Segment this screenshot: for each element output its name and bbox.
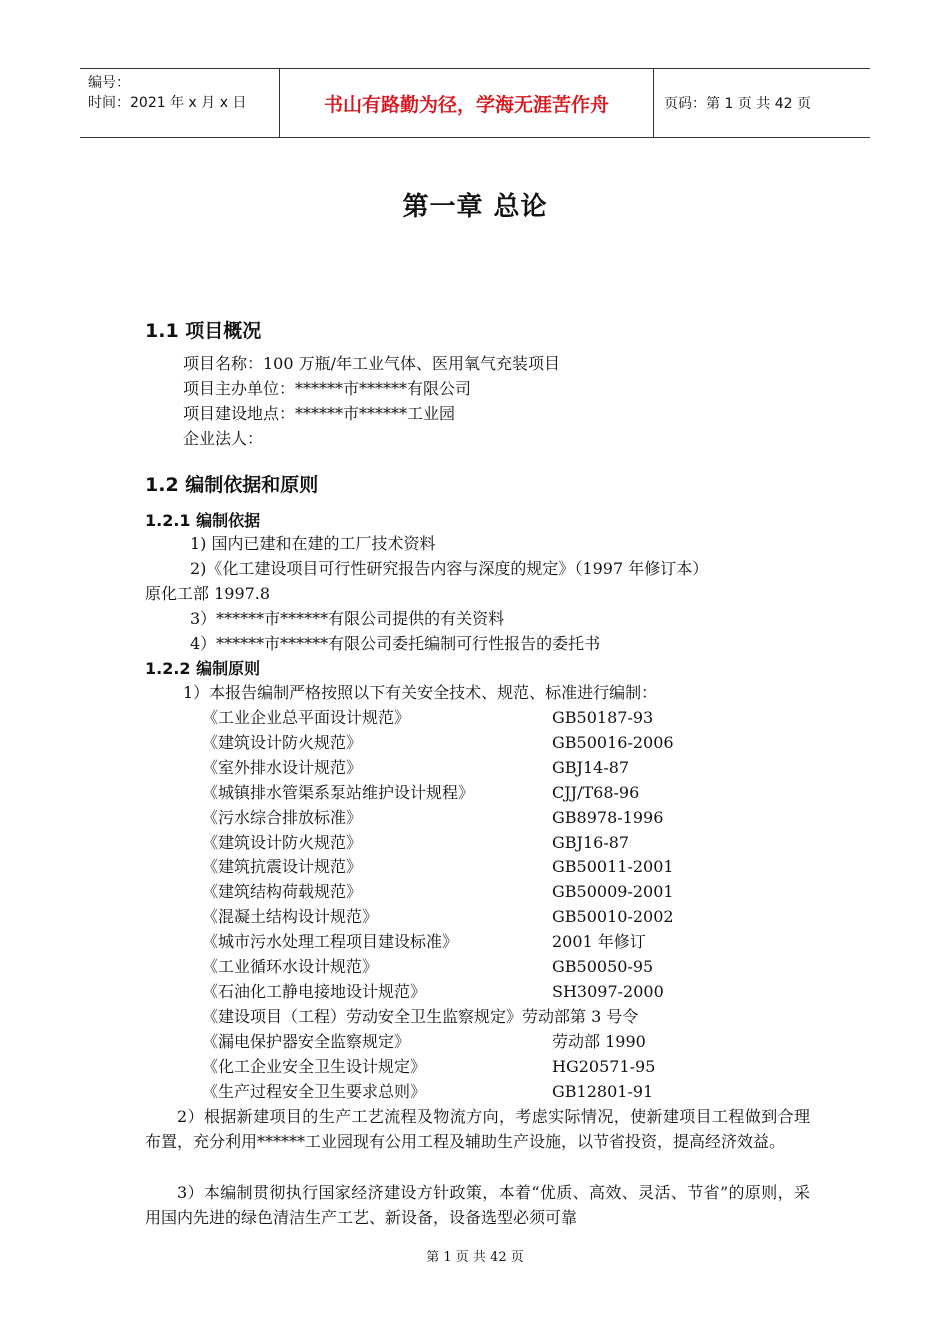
basis-item-2: 2)《化工建设项目可行性研究报告内容与深度的规定》（1997 年修订本） bbox=[190, 559, 709, 578]
standard-code: GB50010-2002 bbox=[552, 907, 674, 927]
standard-row bbox=[202, 955, 802, 979]
project-name: 项目名称：100 万瓶/年工业气体、医用氧气充装项目 bbox=[183, 354, 561, 373]
standard-row bbox=[202, 1030, 802, 1054]
page-number-label: 页码：第 1 页 共 42 页 bbox=[664, 96, 811, 112]
standard-row bbox=[202, 930, 802, 954]
standard-row bbox=[202, 831, 802, 855]
section-1-2-2-heading: 1.2.2 编制原则 bbox=[145, 659, 261, 678]
principle-para-3: 3）本编制贯彻执行国家经济建设方针政策，本着“优质、高效、灵活、节省”的原则，采用国内先进的绿色清洁生产工艺、新设备，设备选型必须可靠 bbox=[145, 1183, 810, 1227]
standard-name: 《城市污水处理工程项目建设标准》 bbox=[202, 932, 459, 952]
standard-name: 《生产过程安全卫生要求总则》 bbox=[202, 1081, 427, 1101]
header-meta bbox=[80, 69, 280, 137]
doc-number-label: 编号： bbox=[88, 75, 130, 91]
standard-code: GB50016-2006 bbox=[552, 732, 674, 752]
standard-code: GBJ16-87 bbox=[552, 832, 630, 852]
motto-text: 书山有路勤为径，学海无涯苦作舟 bbox=[323, 93, 609, 116]
standard-code: GBJ14-87 bbox=[552, 757, 630, 777]
standard-code: GB50011-2001 bbox=[552, 857, 674, 877]
standard-row bbox=[202, 781, 802, 805]
section-1-1-heading: 1.1 项目概况 bbox=[145, 320, 262, 342]
standard-code: GB50050-95 bbox=[552, 957, 654, 976]
standard-name: 《建筑抗震设计规范》 bbox=[202, 857, 363, 877]
standard-name: 《建筑设计防火规范》 bbox=[202, 732, 363, 752]
standard-code: 2001 年修订 bbox=[552, 932, 646, 952]
standard-code: CJJ/T68-96 bbox=[552, 782, 640, 802]
standard-name: 《建筑设计防火规范》 bbox=[202, 832, 363, 852]
standard-row bbox=[202, 1005, 802, 1029]
standard-row bbox=[202, 1055, 802, 1079]
standard-code: 劳动部 1990 bbox=[552, 1031, 646, 1051]
standard-code: GB50009-2001 bbox=[552, 882, 674, 902]
section-1-2-1-heading: 1.2.1 编制依据 bbox=[145, 511, 261, 530]
project-location: 项目建设地点：******市******工业园 bbox=[183, 404, 456, 423]
basis-item-3: 3）******市******有限公司提供的有关资料 bbox=[190, 609, 505, 628]
standard-name: 《建筑结构荷载规范》 bbox=[202, 882, 363, 902]
standard-name: 《城镇排水管渠系泵站维护设计规程》 bbox=[202, 782, 475, 802]
standard-row bbox=[202, 806, 802, 830]
standard-row bbox=[202, 880, 802, 904]
chapter-title: 第一章 总论 bbox=[402, 192, 548, 222]
standard-code: GB12801-91 bbox=[552, 1081, 654, 1101]
standard-row bbox=[202, 1080, 802, 1104]
legal-person: 企业法人： bbox=[183, 429, 264, 448]
standard-name: 《污水综合排放标准》 bbox=[202, 807, 363, 827]
standard-name: 《工业企业总平面设计规范》 bbox=[202, 708, 411, 727]
standard-name: 《石油化工静电接地设计规范》 bbox=[202, 981, 427, 1001]
standard-name: 《工业循环水设计规范》 bbox=[202, 957, 379, 976]
principle-intro: 1）本报告编制严格按照以下有关安全技术、规范、标准进行编制： bbox=[183, 683, 658, 702]
basis-item-1: 1) 国内已建和在建的工厂技术资料 bbox=[190, 534, 436, 553]
standard-row bbox=[202, 855, 802, 879]
page-header bbox=[80, 68, 870, 138]
standard-row bbox=[202, 980, 802, 1004]
standard-code: GB8978-1996 bbox=[552, 807, 664, 827]
standard-row bbox=[202, 756, 802, 780]
doc-time-label: 时间：2021 年 x 月 x 日 bbox=[88, 95, 247, 111]
header-page bbox=[654, 69, 870, 137]
standard-name: 《混凝土结构设计规范》 bbox=[202, 907, 379, 927]
project-sponsor: 项目主办单位：******市******有限公司 bbox=[183, 379, 472, 398]
standard-row bbox=[202, 731, 802, 755]
principle-para-2: 2）根据新建项目的生产工艺流程及物流方向，考虑实际情况，使新建项目工程做到合理布置，充分利用******工业园现有公用工程及辅助生产设施，以节省投资，提高经济效益。 bbox=[145, 1107, 810, 1151]
standard-name: 《漏电保护器安全监察规定》 bbox=[202, 1031, 411, 1051]
standard-name: 《化工企业安全卫生设计规定》 bbox=[202, 1056, 427, 1076]
standard-row bbox=[202, 706, 802, 730]
standard-code: SH3097-2000 bbox=[552, 981, 664, 1001]
standard-code: HG20571-95 bbox=[552, 1056, 656, 1076]
header-motto bbox=[280, 69, 654, 137]
standard-code: GB50187-93 bbox=[552, 708, 654, 727]
page-footer: 第 1 页 共 42 页 bbox=[426, 1250, 524, 1265]
section-1-2-heading: 1.2 编制依据和原则 bbox=[145, 474, 319, 496]
standard-name: 《建设项目（工程）劳动安全卫生监察规定》劳动部第 3 号令 bbox=[202, 1006, 639, 1026]
standard-row bbox=[202, 905, 802, 929]
standard-name: 《室外排水设计规范》 bbox=[202, 757, 363, 777]
basis-item-4: 4）******市******有限公司委托编制可行性报告的委托书 bbox=[190, 634, 601, 653]
basis-item-2-cont: 原化工部 1997.8 bbox=[145, 584, 271, 603]
